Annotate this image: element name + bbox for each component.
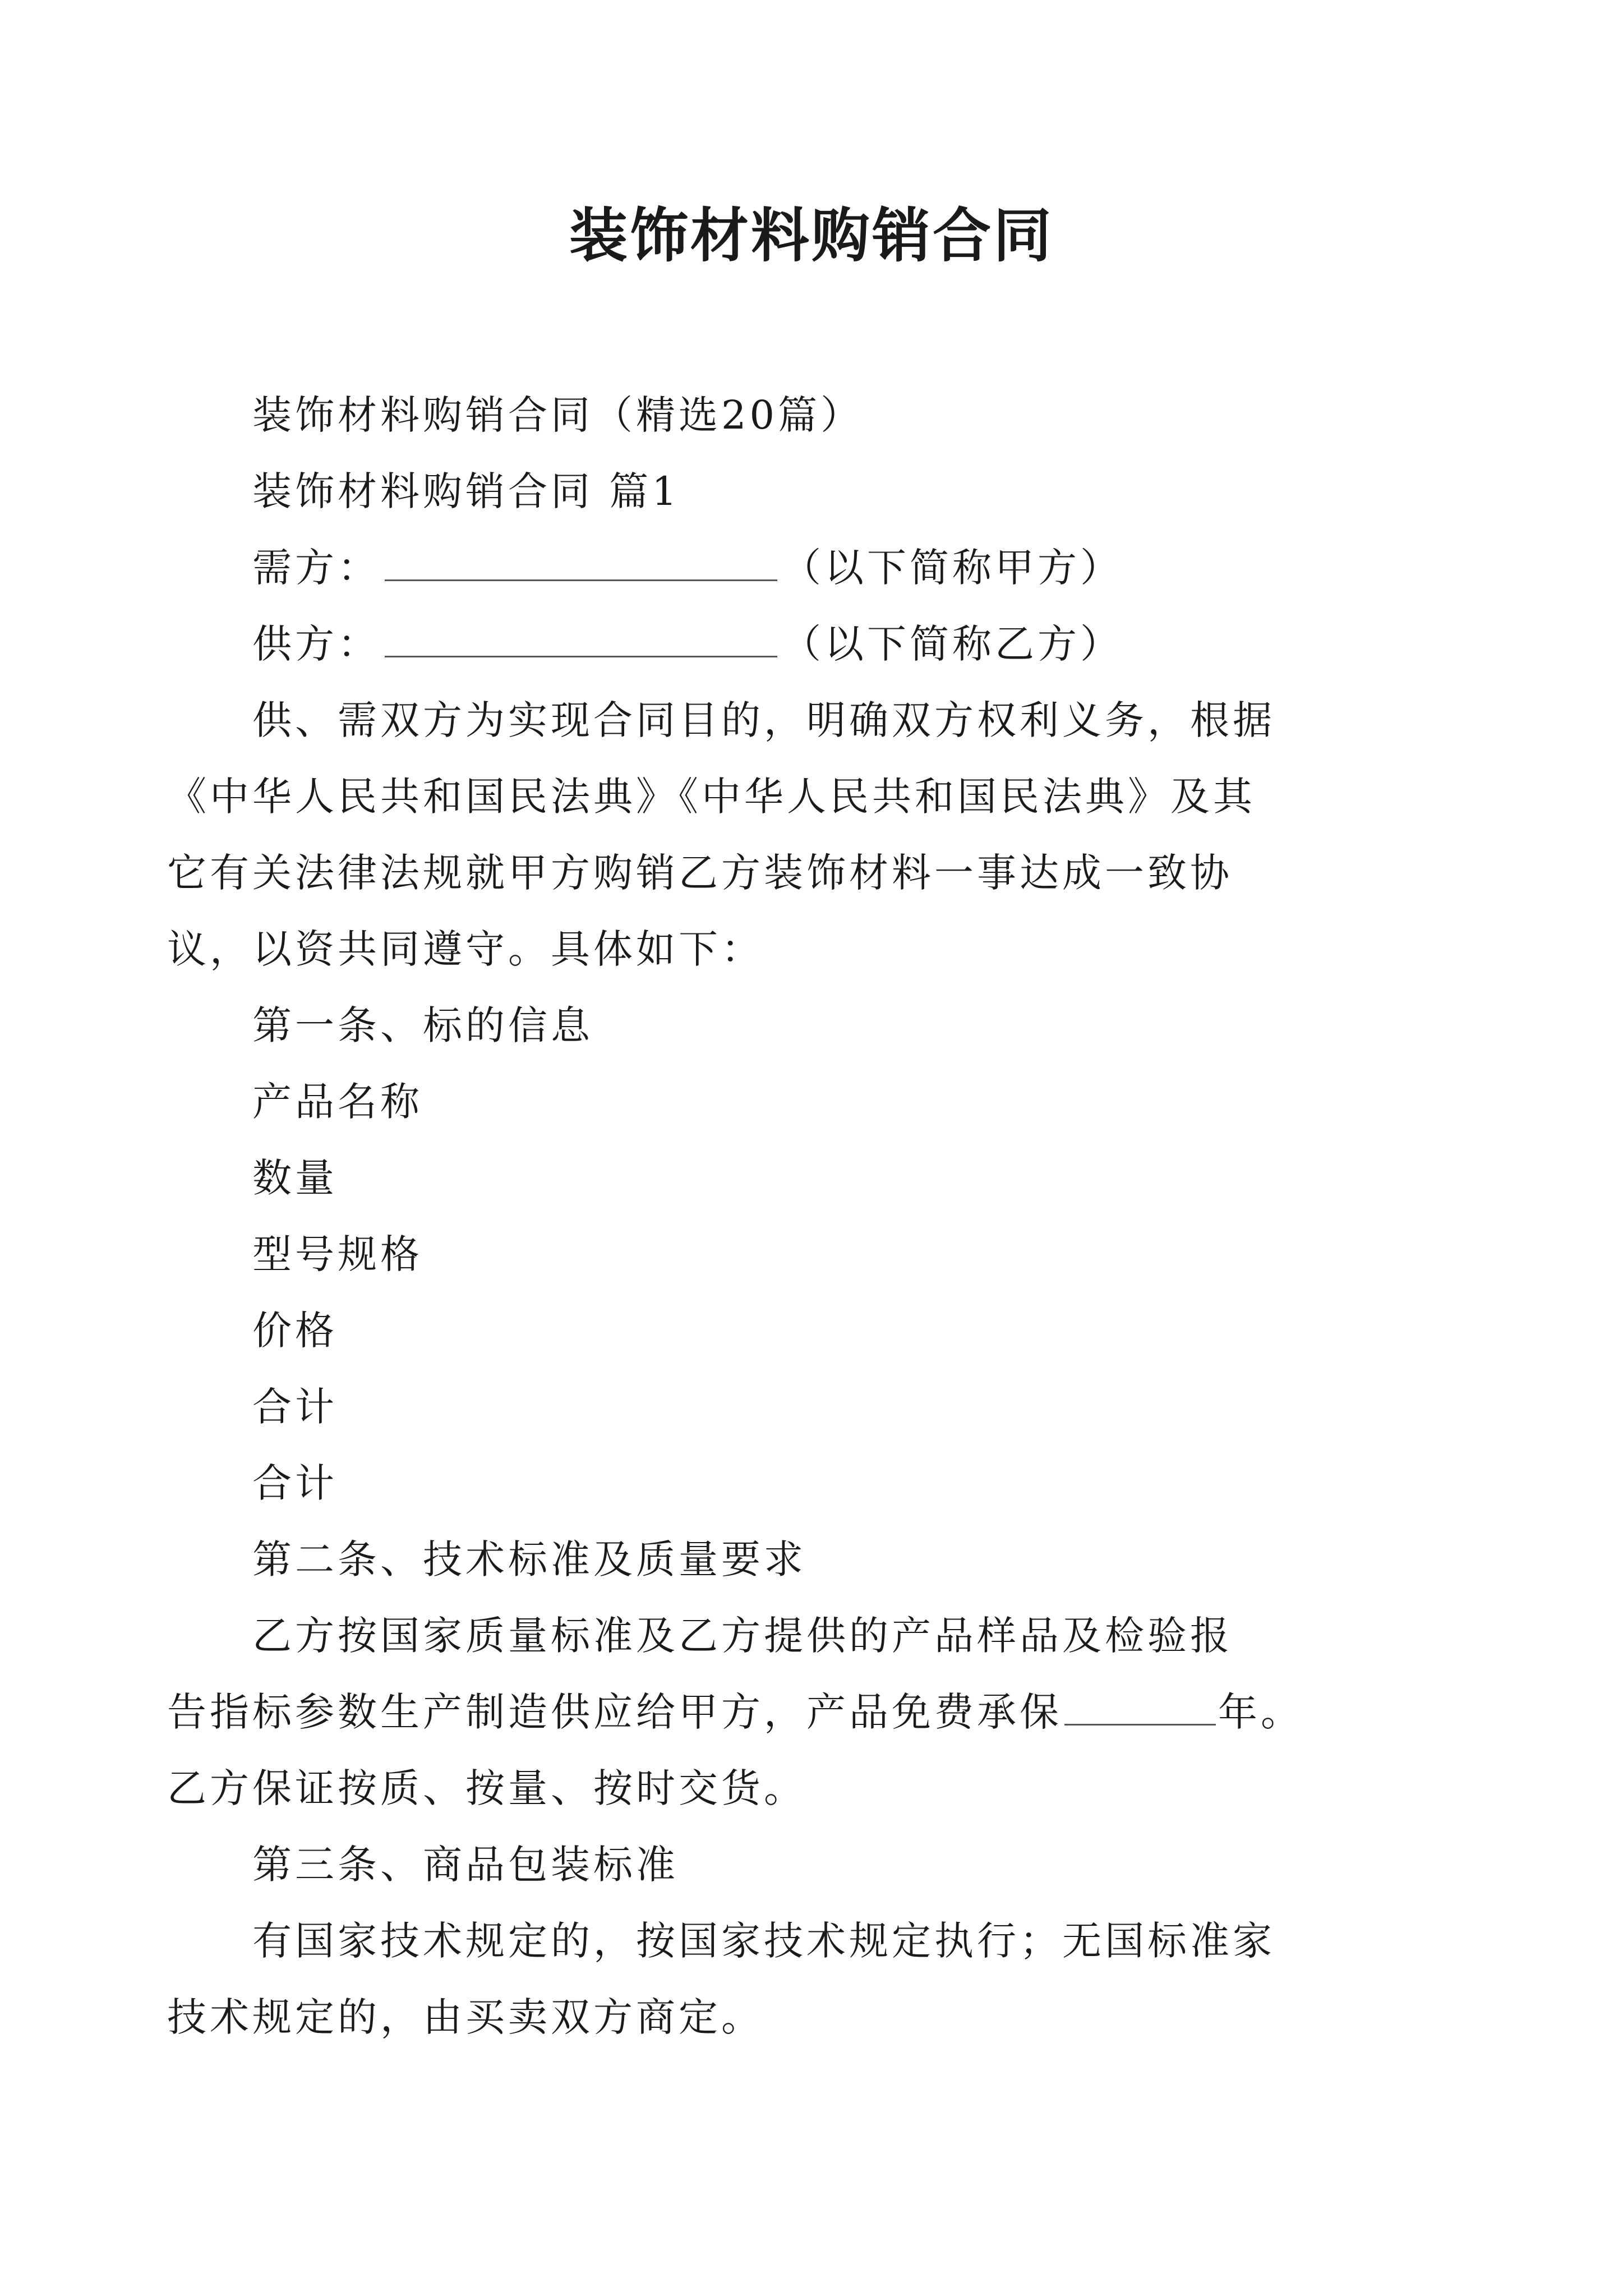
article2-heading: 第二条、技术标准及质量要求 — [252, 1536, 806, 1582]
document-subtitle: 装饰材料购销合同（精选20篇） — [252, 392, 864, 438]
article1-item: 型号规格 — [252, 1231, 423, 1277]
seller-label: 供方： — [252, 621, 380, 667]
article1-item: 产品名称 — [252, 1079, 423, 1125]
intro-paragraph-line: 《中华人民共和国民法典》《中华人民共和国民法典》及其 — [167, 774, 1256, 820]
article2-line2-suffix: 年。 — [1218, 1689, 1303, 1735]
seller-suffix: （以下简称乙方） — [782, 621, 1123, 667]
article2-paragraph-line: 乙方按国家质量标准及乙方提供的产品样品及检验报 — [252, 1613, 1233, 1659]
article1-item: 价格 — [252, 1308, 338, 1354]
buyer-suffix: （以下简称甲方） — [782, 545, 1123, 591]
article2-paragraph-line — [167, 1674, 1385, 1750]
document-body — [167, 377, 1385, 2055]
article3-paragraph-line: 有国家技术规定的，按国家技术规定执行；无国标准家 — [252, 1918, 1275, 1964]
article3-heading: 第三条、商品包装标准 — [252, 1842, 679, 1888]
intro-paragraph-line: 议，以资共同遵守。具体如下： — [167, 926, 764, 972]
buyer-label: 需方： — [252, 545, 380, 591]
article1-item: 合计 — [252, 1460, 338, 1506]
seller-line — [252, 606, 1385, 682]
buyer-name-blank[interactable] — [385, 544, 777, 581]
warranty-years-blank[interactable] — [1064, 1688, 1216, 1726]
document-title: 装饰材料购销合同 — [569, 201, 1054, 270]
article1-heading: 第一条、标的信息 — [252, 1002, 593, 1048]
section-heading: 装饰材料购销合同 篇1 — [252, 468, 680, 514]
article3-paragraph-line: 技术规定的，由买卖双方商定。 — [167, 1994, 764, 2040]
article1-item: 合计 — [252, 1384, 338, 1430]
article2-paragraph-line: 乙方保证按质、按量、按时交货。 — [167, 1765, 806, 1811]
intro-paragraph-line: 供、需双方为实现合同目的，明确双方权利义务，根据 — [252, 697, 1275, 743]
intro-paragraph-line: 它有关法律法规就甲方购销乙方装饰材料一事达成一致协 — [167, 850, 1233, 896]
seller-name-blank[interactable] — [385, 620, 777, 657]
article1-item: 数量 — [252, 1155, 338, 1201]
article2-line2-prefix: 告指标参数生产制造供应给甲方，产品免费承保 — [167, 1689, 1062, 1735]
buyer-line — [252, 530, 1385, 606]
